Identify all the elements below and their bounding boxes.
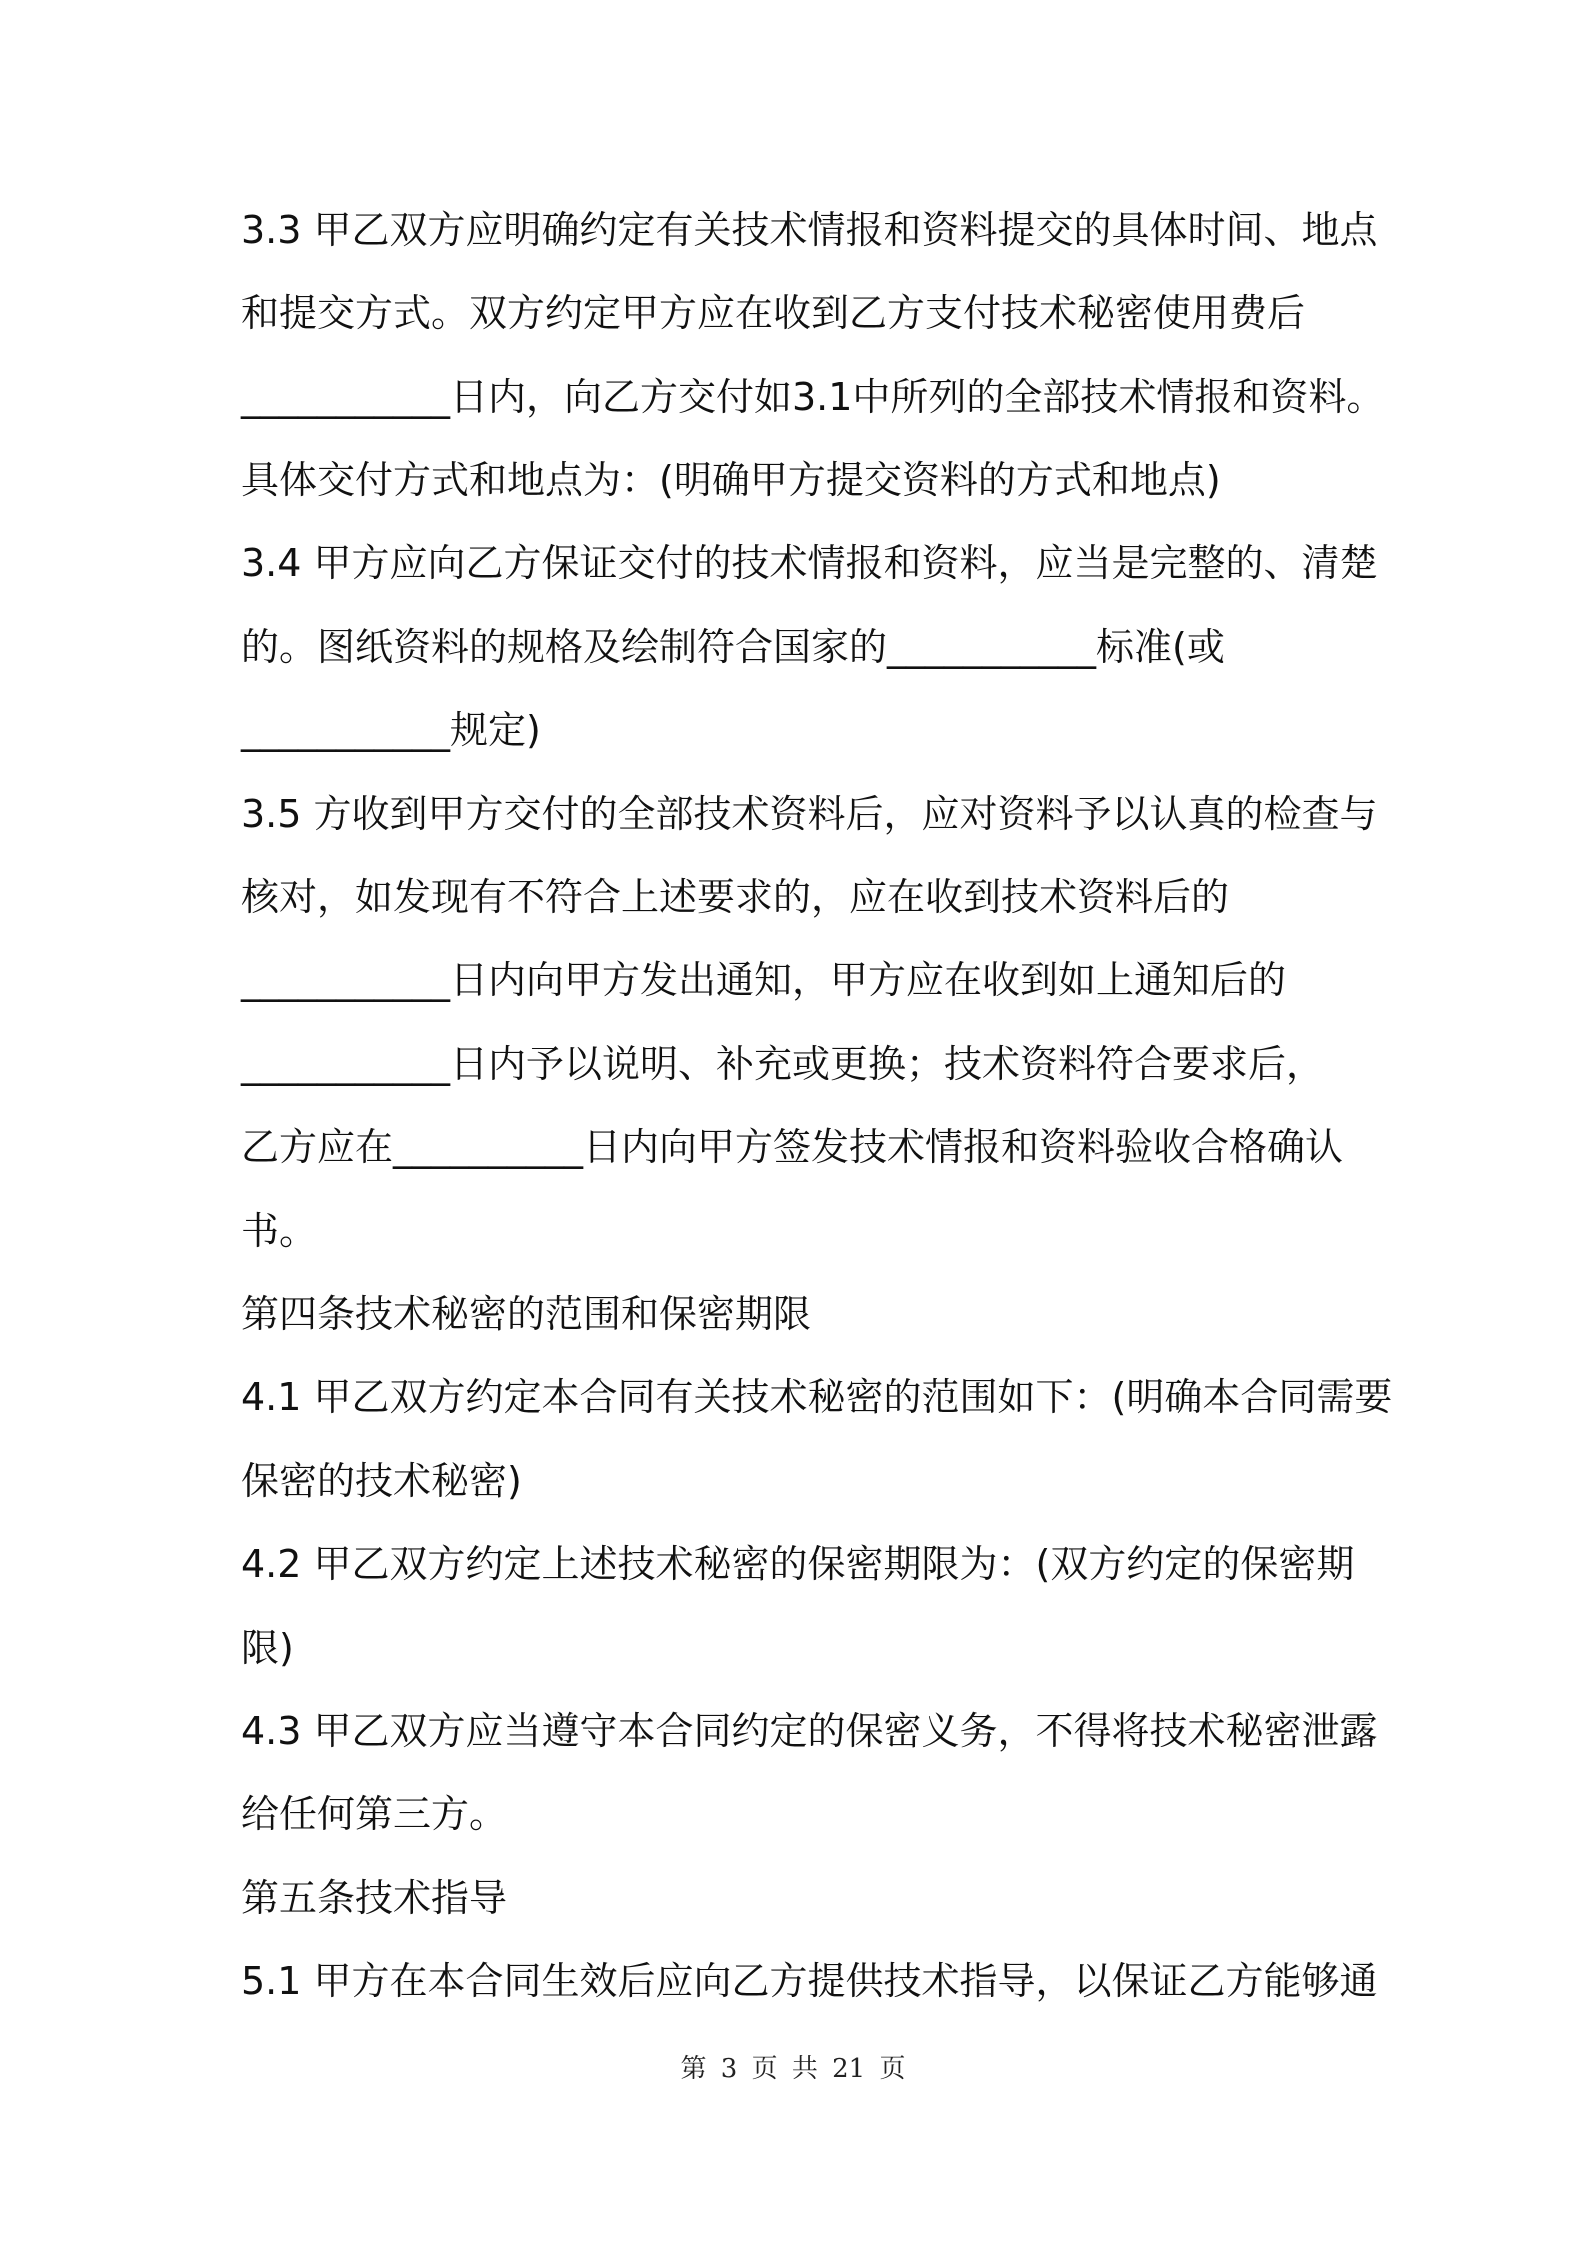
paragraph-line: 核对，如发现有不符合上述要求的，应在收到技术资料后的 [241, 875, 1230, 919]
paragraph-line: 乙方应在__________日内向甲方签发技术情报和资料验收合格确认 [241, 1125, 1344, 1169]
paragraph-line: 3.3 甲乙双方应明确约定有关技术情报和资料提交的具体时间、地点 [241, 208, 1378, 252]
paragraph-line: ___________日内向甲方发出通知，甲方应在收到如上通知后的 [241, 958, 1287, 1002]
paragraph-line: 4.2 甲乙双方约定上述技术秘密的保密期限为：(双方约定的保密期 [241, 1542, 1355, 1586]
paragraph-line: ___________日内予以说明、补充或更换；技术资料符合要求后， [241, 1042, 1325, 1086]
paragraph-line: 限) [241, 1626, 294, 1670]
paragraph-line: 5.1 甲方在本合同生效后应向乙方提供技术指导，以保证乙方能够通 [241, 1959, 1378, 2003]
paragraph-line: 4.1 甲乙双方约定本合同有关技术秘密的范围如下：(明确本合同需要 [241, 1375, 1393, 1419]
page-number-footer: 第 3 页 共 21 页 [680, 2054, 906, 2084]
paragraph-line: 具体交付方式和地点为：(明确甲方提交资料的方式和地点) [241, 458, 1221, 502]
paragraph-line: ___________日内，向乙方交付如3.1中所列的全部技术情报和资料。 [241, 375, 1385, 419]
section-heading: 第五条技术指导 [241, 1876, 508, 1920]
paragraph-line: 3.4 甲方应向乙方保证交付的技术情报和资料，应当是完整的、清楚 [241, 541, 1378, 585]
paragraph-line: 和提交方式。双方约定甲方应在收到乙方支付技术秘密使用费后 [241, 291, 1306, 335]
paragraph-line: ___________规定) [241, 708, 541, 752]
paragraph-line: 书。 [241, 1209, 318, 1253]
paragraph-line: 的。图纸资料的规格及绘制符合国家的___________标准(或 [241, 625, 1225, 669]
section-heading: 第四条技术秘密的范围和保密期限 [241, 1292, 812, 1336]
paragraph-line: 给任何第三方。 [241, 1792, 508, 1836]
paragraph-line: 4.3 甲乙双方应当遵守本合同约定的保密义务，不得将技术秘密泄露 [241, 1709, 1378, 1753]
paragraph-line: 3.5 方收到甲方交付的全部技术资料后，应对资料予以认真的检查与 [241, 792, 1378, 836]
paragraph-line: 保密的技术秘密) [241, 1459, 522, 1503]
